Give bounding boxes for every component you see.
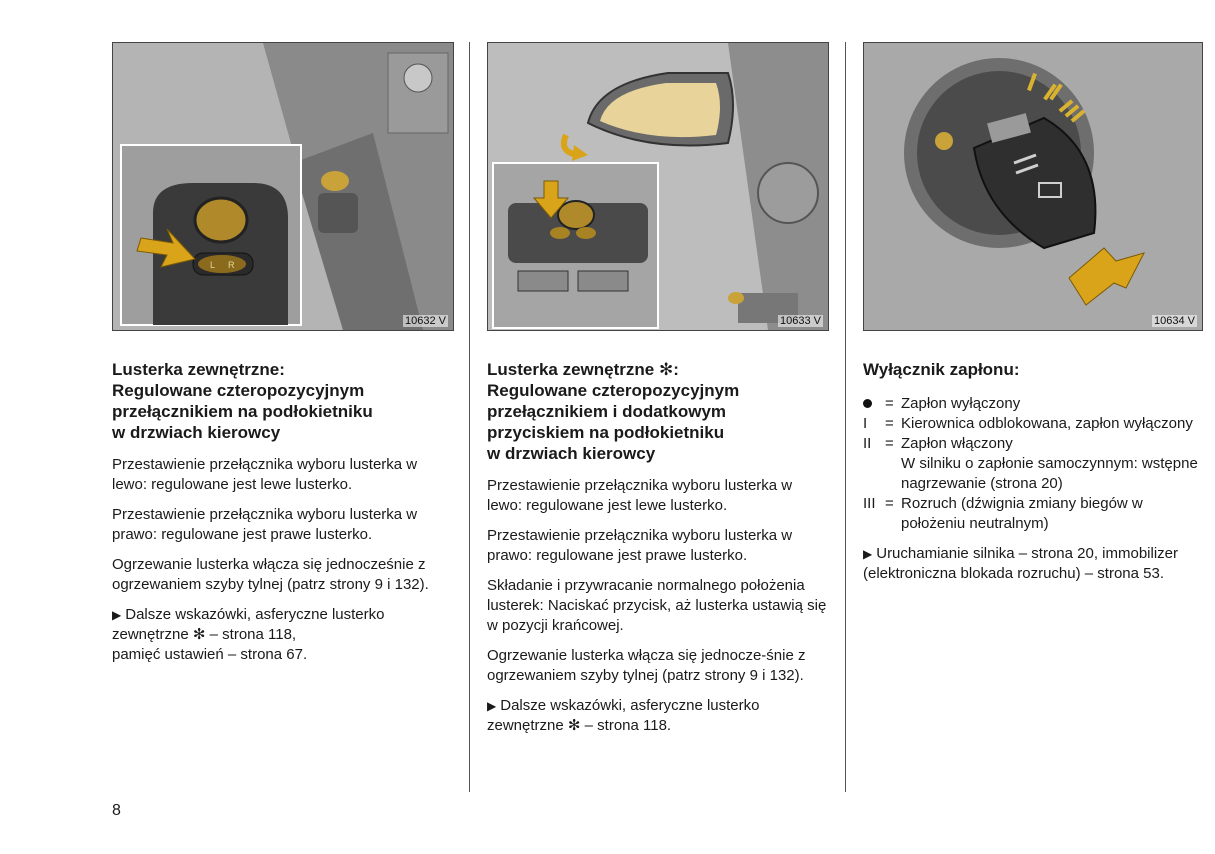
section-heading: Lusterka zewnętrzne: Regulowane czteropozycyjnym przełącznikiem na podłokietniku w drzwiach kierowcy [112,360,373,442]
switch-label-left: L [210,260,216,270]
column-divider-2 [845,42,846,792]
position-off-dot-icon [863,399,872,408]
column-mirror-switch-fold-button [487,42,829,736]
figure-exterior-mirror-fold [487,42,829,331]
pointer-triangle-icon: ▶ [863,547,873,561]
pointer-triangle-icon: ▶ [112,608,122,622]
figure-number: 10633 V [780,315,821,327]
paragraph: Przestawienie przełącznika wyboru lusterka w prawo: regulowane jest prawe lusterko. [112,506,418,543]
page-number: 8 [112,802,121,819]
figure-number: 10634 V [1154,315,1195,327]
cross-reference-note: ▶ Dalsze wskazówki, asferyczne lusterko zewnętrzne ✻ – strona 118, pamięć ustawień – strona 67. [112,606,385,663]
figure-ignition-key [863,42,1203,331]
legend-row: = Zapłon wyłączony [863,394,1203,414]
paragraph: Przestawienie przełącznika wyboru lusterka w prawo: regulowane jest prawe lusterko. [487,527,793,564]
paragraph: Ogrzewanie lusterka włącza się jednocześnie z ogrzewaniem szyby tylnej (patrz strony 9 i 132). [112,556,429,593]
legend-row: I = Kierownica odblokowana, zapłon wyłączony [863,415,1193,432]
figure-mirror-switch-armrest [112,42,454,331]
ignition-position-legend [863,394,1203,534]
section-heading: Lusterka zewnętrzne ✻: Regulowane czteropozycyjnym przełącznikiem i dodatkowym przyciskiem na podłokietniku w drzwiach kierowcy [487,360,740,463]
section-heading: Wyłącznik zapłonu: [863,360,1020,379]
paragraph: Przestawienie przełącznika wyboru lusterka w lewo: regulowane jest lewe lusterko. [112,456,418,493]
legend-row: III = Rozruch (dźwignia zmiany biegów w położeniu neutralnym) [863,495,1143,532]
paragraph: Ogrzewanie lusterka włącza się jednocze-śnie z ogrzewaniem szyby tylnej (patrz strony 9 i 132). [487,647,806,684]
paragraph: Przestawienie przełącznika wyboru lusterka w lewo: regulowane jest lewe lusterko. [487,477,793,514]
asterisk-symbol-icon: ✻ [567,717,581,734]
switch-label-right: R [228,260,235,270]
paragraph: Składanie i przywracanie normalnego położenia lusterek: Naciskać przycisk, aż lusterka ustawią się w pozycji krańcowej. [487,577,827,634]
figure-number: 10632 V [405,315,446,327]
cross-reference-note: ▶ Dalsze wskazówki, asferyczne lusterko zewnętrzne ✻ – strona 118. [487,697,760,734]
ignition-key-illustration [864,43,1203,330]
pointer-triangle-icon: ▶ [487,699,497,713]
asterisk-symbol-icon: ✻: [658,360,679,379]
asterisk-symbol-icon: ✻ [192,626,206,643]
column-divider-1 [469,42,470,792]
column-mirror-four-way-switch [112,42,454,665]
legend-row: II = Zapłon włączony W silniku o zapłonie samoczynnym: wstępne nagrzewanie (strona 20) [863,435,1198,492]
column-ignition-switch [863,42,1203,584]
mirror-fold-illustration [488,43,829,330]
cross-reference-note: ▶ Uruchamianie silnika – strona 20, immobilizer (elektroniczna blokada rozruchu) – strona 53. [863,545,1179,582]
mirror-switch-illustration [113,43,454,330]
